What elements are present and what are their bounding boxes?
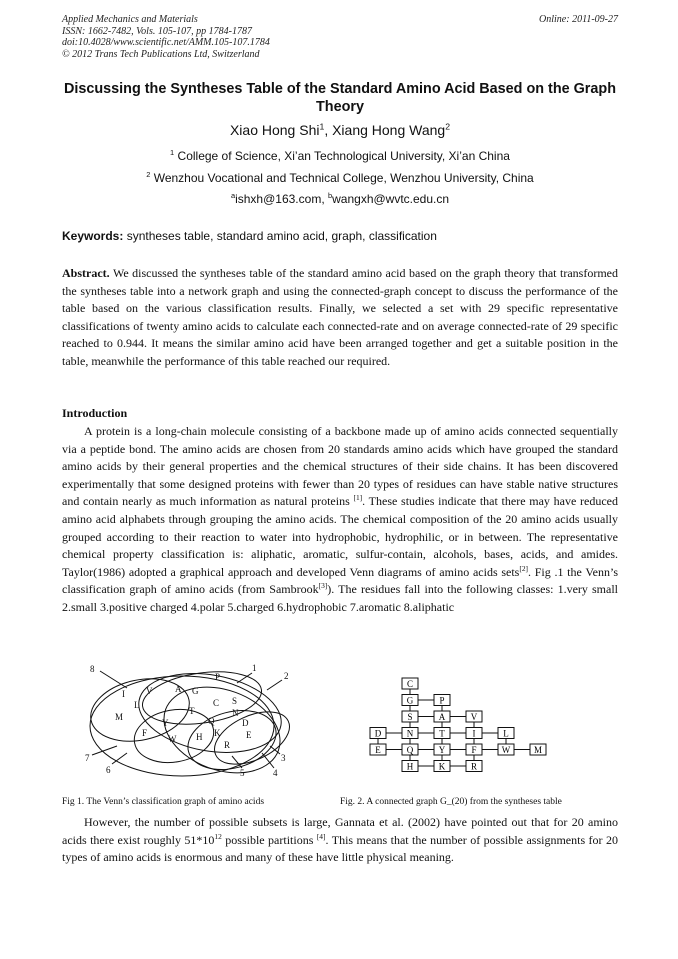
online-date: Online: 2011-09-27	[539, 14, 618, 25]
author-2-sup: 2	[445, 121, 451, 132]
graph-node-label-A: A	[438, 712, 446, 722]
venn-letter-K: K	[214, 728, 221, 738]
email-a: ishxh@163.com,	[235, 192, 328, 206]
journal-name: Applied Mechanics and Materials	[62, 14, 198, 25]
graph-node-label-Y: Y	[438, 745, 446, 755]
ref-3: [3]	[318, 581, 328, 591]
connected-graph-figure	[362, 672, 582, 778]
graph-node-label-T: T	[439, 728, 445, 739]
venn-letter-Y: Y	[162, 718, 169, 728]
venn-letter-W: W	[168, 734, 177, 744]
graph-node-label-H: H	[406, 761, 414, 772]
venn-number-3: 3	[281, 753, 286, 763]
venn-number-6: 6	[106, 765, 111, 775]
venn-letter-I: I	[122, 689, 125, 699]
venn-diagram-figure	[82, 658, 307, 783]
venn-set-3	[206, 701, 297, 775]
graph-node-label-W: W	[501, 745, 511, 755]
graph-node-label-I: I	[472, 728, 476, 739]
graph-node-label-E: E	[375, 745, 381, 755]
venn-letter-Q: Q	[208, 716, 215, 726]
para2-text-b: possible partitions	[221, 832, 317, 847]
venn-letter-V: V	[146, 686, 153, 696]
figure-1-caption: Fig 1. The Venn’s classification graph of amino acids	[62, 797, 265, 807]
author-1: Xiao Hong Shi	[229, 122, 320, 138]
venn-number-7: 7	[85, 753, 90, 763]
venn-number-5: 5	[240, 768, 245, 778]
affiliation-2-text: Wenzhou Vocational and Technical College, Wenzhou University, China	[150, 171, 534, 185]
intro-text-3: . Fig .1 the Venn’s classification graph of amino acids (from Sambrook	[62, 564, 618, 597]
author-line	[62, 122, 618, 138]
ref-2: [2]	[519, 563, 529, 573]
graph-node-label-K: K	[438, 761, 446, 772]
abstract-label: Abstract.	[62, 266, 110, 280]
ref-4: [4]	[316, 831, 326, 841]
keywords	[62, 229, 618, 243]
ref-1: [1]	[353, 493, 363, 503]
abstract	[62, 265, 618, 370]
intro-text-1: A protein is a long-chain molecule consisting of a backbone made up of amino acids connected sequentially via a peptide bond. The amino acids are chosen from 20 standards amino acids which have grouped the standard amino acids by their general properties and the chemical structures of their side chains. It has been discovered experimentally that some designed proteins with fewer than 20 types of residues can have stable native structures and contain nearly as much information as natural proteins	[62, 424, 618, 509]
venn-set-8	[85, 670, 195, 749]
graph-node-label-F: F	[471, 745, 477, 755]
affiliation-1-text: College of Science, Xi’an Technological University, Xi’an China	[174, 149, 510, 163]
para2-text-a: However, the number of possible subsets is large, Gannata et al. (2002) have pointed out that for 20 amino acids there exist roughly 51*10	[62, 815, 618, 847]
email-b-sup: b	[327, 191, 333, 200]
abstract-text: We discussed the syntheses table of the standard amino acid based on the graph theory that transformed the syntheses table into a network graph and using the connected-graph concept to discuss the performance of the table based on the various classification results. Finally, we selected a set with 29 specific representative classifications of twenty amino acids to calculate each connected-rate and on average connected-rate of 29 specific reached to 0.944. It means the similar amino acid have been arranged together and get a suitable position in the table, meanwhile the performance of this table reached our required.	[62, 266, 618, 368]
affiliation-2	[62, 171, 618, 185]
doi-line: doi:10.4028/www.scientific.net/AMM.105-107.1784	[62, 37, 270, 48]
venn-letter-A: A	[175, 684, 182, 694]
affiliation-2-sup: 2	[146, 170, 151, 179]
venn-letter-M: M	[115, 712, 124, 722]
graph-node-label-M: M	[533, 745, 543, 755]
graph-node-label-Q: Q	[406, 745, 414, 755]
introduction-paragraph	[62, 423, 618, 617]
venn-set-4	[152, 672, 292, 783]
graph-node-label-L: L	[503, 728, 509, 739]
venn-letter-E: E	[246, 730, 252, 740]
venn-letter-C: C	[213, 698, 220, 708]
venn-letter-T: T	[189, 706, 195, 716]
graph-node-label-R: R	[470, 761, 478, 772]
graph-node-label-D: D	[374, 728, 382, 739]
affiliation-1-sup: 1	[170, 148, 175, 157]
figure-2-caption: Fig. 2. A connected graph G_(20) from the syntheses table	[340, 797, 562, 807]
graph-node-label-S: S	[407, 712, 413, 722]
affiliation-1	[62, 149, 618, 163]
introduction-heading: Introduction	[62, 406, 128, 420]
venn-letter-R: R	[224, 740, 231, 750]
keywords-label: Keywords:	[62, 229, 124, 243]
keywords-text: syntheses table, standard amino acid, graph, classification	[123, 229, 437, 243]
journal-header	[62, 14, 618, 60]
venn-letter-S: S	[232, 696, 238, 706]
venn-number-4: 4	[273, 768, 278, 778]
venn-number-8: 8	[90, 664, 95, 674]
email-a-sup: a	[230, 191, 236, 200]
venn-letter-F: F	[142, 728, 148, 738]
graph-node-label-N: N	[406, 728, 414, 739]
venn-letter-P: P	[215, 672, 221, 682]
paper-title: Discussing the Syntheses Table of the Standard Amino Acid Based on the Graph Theory	[63, 81, 616, 115]
author-2: Xiang Hong Wang	[332, 122, 446, 138]
intro-text-4: ). The residues fall into the following classes: 1.very small 2.small 3.positive charged 4.polar 5.charged 6.hydrophobic 7.aromatic 8.aliphatic	[62, 582, 619, 614]
intro-text-2: . These studies indicate that there may have reduced amino acid alphabets through grouping the amino acids. The chemical composition of the 20 amino acids usually grouped according to their reaction to water into hydrophobic, hydrophilic, or in between. The representative chemical property classification is: aliphatic, aromatic, sulfur-contain, alcohols, bases, acids, and amides. Taylor(1986) adopted a graphical approach and developed Venn diagrams of amino acids sets	[62, 494, 618, 579]
venn-letter-H: H	[196, 732, 203, 742]
graph-node-label-C: C	[406, 679, 414, 689]
paragraph-2	[62, 814, 618, 867]
email-line	[62, 192, 618, 206]
venn-letter-L: L	[134, 700, 140, 710]
venn-letter-N: N	[232, 708, 239, 718]
venn-letter-D: D	[242, 718, 249, 728]
venn-letter-G: G	[192, 686, 199, 696]
graph-node-label-V: V	[470, 712, 478, 722]
venn-number-2: 2	[284, 671, 289, 681]
venn-number-1: 1	[252, 663, 257, 673]
email-b: wangxh@wvtc.edu.cn	[332, 192, 450, 206]
graph-node-label-G: G	[406, 695, 414, 706]
issn-line: ISSN: 1662-7482, Vols. 105-107, pp 1784-1787	[62, 25, 252, 37]
para2-exponent: 12	[214, 831, 222, 841]
copyright-line: © 2012 Trans Tech Publications Ltd, Switzerland	[62, 48, 260, 60]
author-sep: ,	[324, 122, 333, 138]
para2-text-c: . This means that the number of possible assignments for 20 types of amino acids is enormous and many of these have little physical meaning.	[62, 832, 618, 865]
author-1-sup: 1	[319, 121, 325, 132]
graph-node-label-P: P	[439, 695, 445, 706]
